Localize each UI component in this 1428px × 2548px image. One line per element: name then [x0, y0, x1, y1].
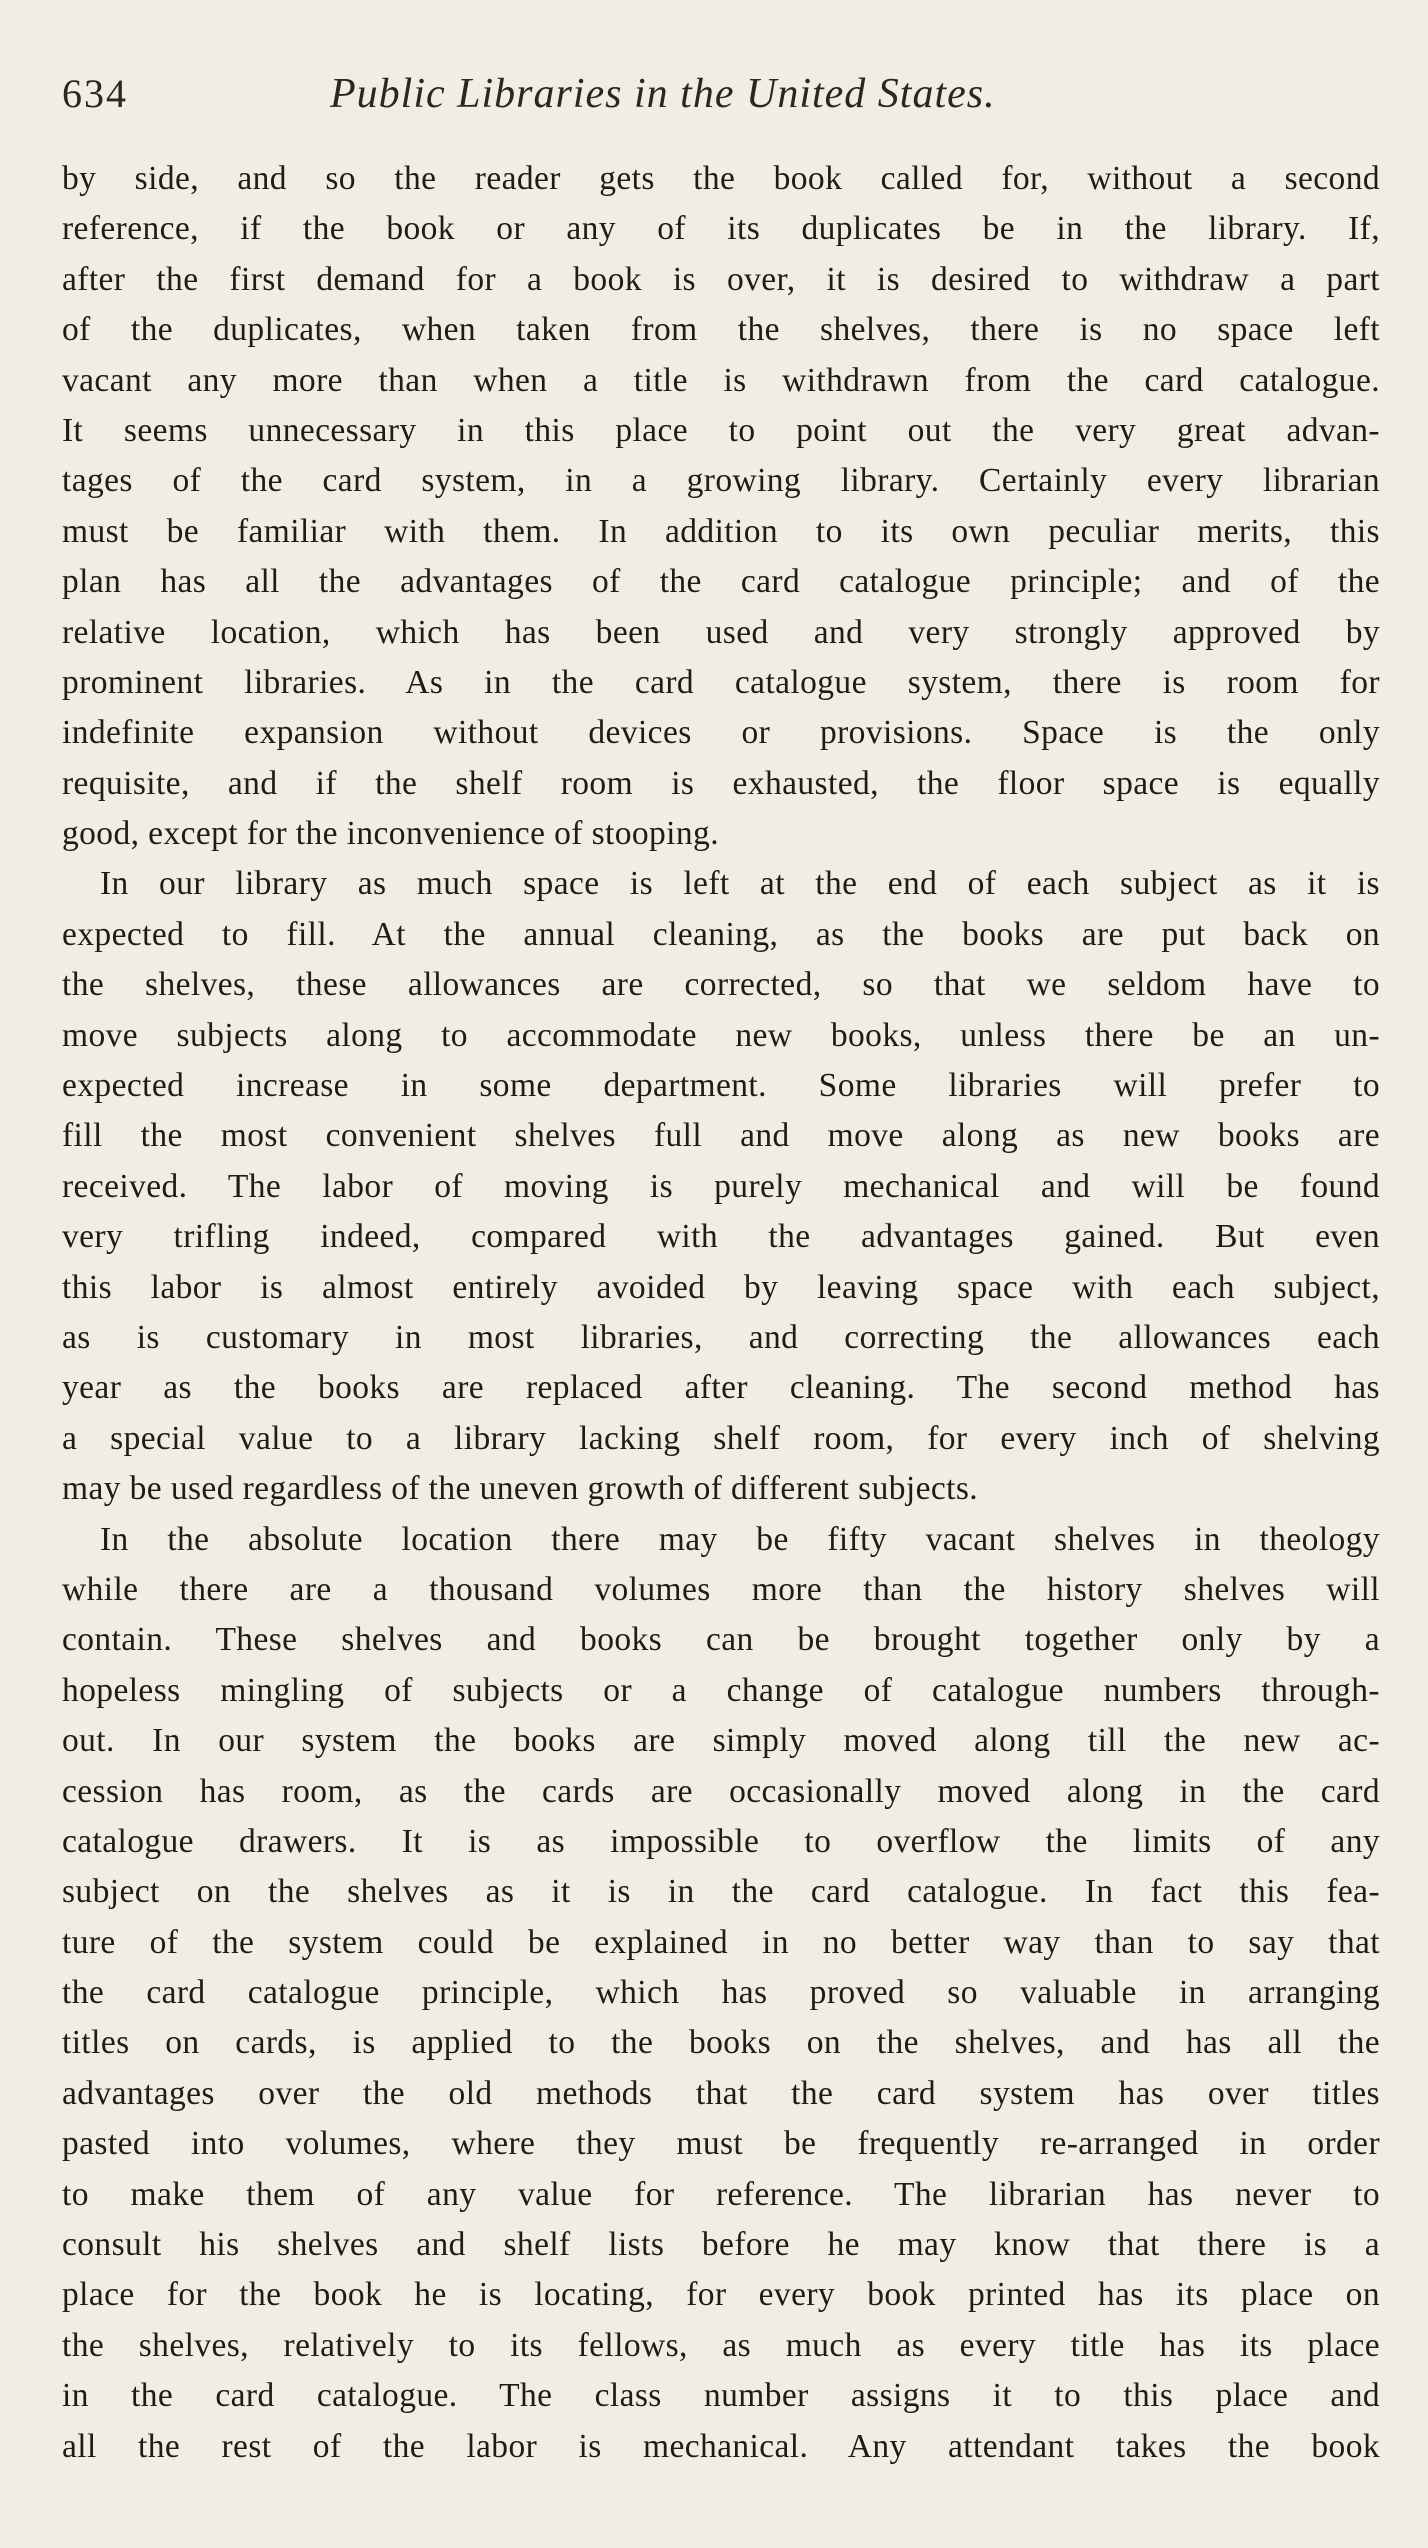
body-text	[62, 154, 1380, 2472]
text-line: this labor is almost entirely avoided by leaving space with each subject,	[62, 1268, 1380, 1306]
text-line: hopeless mingling of subjects or a change of catalogue numbers through-	[62, 1671, 1380, 1709]
text-line: contain. These shelves and books can be brought together only by a	[62, 1621, 1380, 1659]
text-line: the shelves, relatively to its fellows, as much as every title has its place	[62, 2326, 1380, 2364]
text-line: consult his shelves and shelf lists before he may know that there is a	[62, 2226, 1380, 2264]
text-line: pasted into volumes, where they must be frequently re-arranged in order	[62, 2125, 1380, 2163]
text-line: indefinite expansion without devices or provisions. Space is the only	[62, 714, 1380, 752]
text-line: very trifling indeed, compared with the advantages gained. But even	[62, 1218, 1380, 1256]
text-line: by side, and so the reader gets the book called for, without a second	[62, 160, 1380, 197]
text-line: subject on the shelves as it is in the card catalogue. In fact this fea-	[62, 1873, 1380, 1911]
text-line: in the card catalogue. The class number assigns it to this place and	[62, 2377, 1380, 2415]
paragraph-start-line: In our library as much space is left at the end of each subject as it is	[100, 865, 1380, 903]
text-line: expected increase in some department. Some libraries will prefer to	[62, 1067, 1380, 1105]
text-line: cession has room, as the cards are occasionally moved along in the card	[62, 1772, 1380, 1810]
text-line: move subjects along to accommodate new books, unless there be an un-	[62, 1016, 1380, 1054]
text-line: titles on cards, is applied to the books on the shelves, and has all the	[62, 2024, 1380, 2062]
text-line: may be used regardless of the uneven growth of different subjects.	[62, 1470, 979, 1508]
text-line: advantages over the old methods that the card system has over titles	[62, 2074, 1380, 2112]
text-line: prominent libraries. As in the card catalogue system, there is room for	[62, 663, 1380, 701]
text-line: to make them of any value for reference. The librarian has never to	[62, 2175, 1380, 2213]
text-line: while there are a thousand volumes more than the history shelves will	[62, 1570, 1380, 1608]
text-line: all the rest of the labor is mechanical. Any attendant takes the book	[62, 2427, 1380, 2465]
text-line: expected to fill. At the annual cleaning, as the books are put back on	[62, 915, 1380, 953]
text-line: of the duplicates, when taken from the shelves, there is no space left	[62, 311, 1380, 349]
text-line: fill the most convenient shelves full and move along as new books are	[62, 1117, 1380, 1155]
text-line: as is customary in most libraries, and correcting the allowances each	[62, 1318, 1380, 1356]
text-line: good, except for the inconvenience of stooping.	[62, 815, 719, 853]
text-line: vacant any more than when a title is withdrawn from the card catalogue.	[62, 361, 1380, 399]
page-header	[62, 70, 1142, 130]
text-line: after the first demand for a book is over, it is desired to withdraw a part	[62, 260, 1380, 298]
text-line: relative location, which has been used and very strongly approved by	[62, 613, 1380, 651]
text-line: must be familiar with them. In addition to its own peculiar merits, this	[62, 512, 1380, 550]
text-line: It seems unnecessary in this place to point out the very great advan-	[62, 411, 1380, 449]
text-line: a special value to a library lacking shelf room, for every inch of shelving	[62, 1419, 1380, 1457]
page-number: 634	[62, 71, 128, 116]
text-line: plan has all the advantages of the card catalogue principle; and of the	[62, 563, 1380, 601]
text-line: catalogue drawers. It is as impossible to overflow the limits of any	[62, 1822, 1380, 1860]
text-line: reference, if the book or any of its duplicates be in the library. If,	[62, 210, 1380, 248]
text-line: received. The labor of moving is purely mechanical and will be found	[62, 1167, 1380, 1205]
paragraph-start-line: In the absolute location there may be fifty vacant shelves in theology	[100, 1520, 1380, 1558]
text-line: tages of the card system, in a growing library. Certainly every librarian	[62, 462, 1380, 500]
text-line: year as the books are replaced after cleaning. The second method has	[62, 1369, 1380, 1407]
text-line: out. In our system the books are simply moved along till the new ac-	[62, 1722, 1380, 1760]
text-line: requisite, and if the shelf room is exhausted, the floor space is equally	[62, 764, 1380, 802]
running-title: Public Libraries in the United States.	[330, 71, 996, 117]
text-line: ture of the system could be explained in no better way than to say that	[62, 1923, 1380, 1961]
text-line: place for the book he is locating, for every book printed has its place on	[62, 2276, 1380, 2314]
text-line: the shelves, these allowances are corrected, so that we seldom have to	[62, 966, 1380, 1004]
text-line: the card catalogue principle, which has proved so valuable in arranging	[62, 1974, 1380, 2012]
